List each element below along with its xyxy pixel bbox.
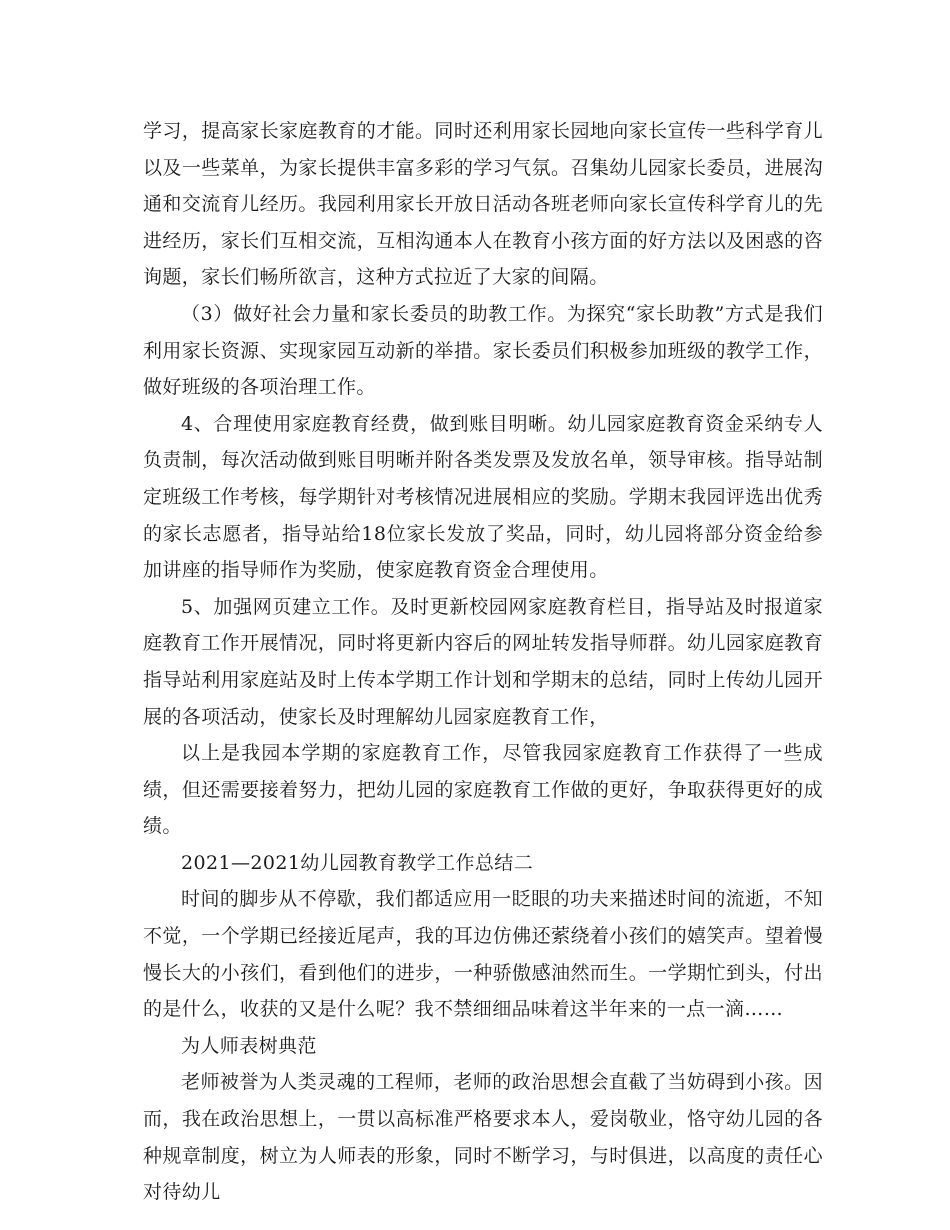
paragraph-political-thought: 老师被誉为人类灵魂的工程师，老师的政治思想会直截了当妨碍到小孩。因而，我在政治思想上，一贯以高标准严格要求本人，爱岗敬业，恪守幼儿园的各种规章制度，树立为人师表的形象，同时不断学习，与时俱进，以高度的责任心对待幼儿 (143, 1071, 823, 1204)
paragraph-webpage-building: 5、加强网页建立工作。及时更新校园网家庭教育栏目，指导站及时报道家庭教育工作开展情况，同时将更新内容后的网址转发指导师群。幼儿园家庭教育指导站利用家庭站及时上传本学期工作计划和学期末的总结，同时上传幼儿园开展的各项活动，使家长及时理解幼儿园家庭教育工作， (143, 595, 823, 728)
paragraph-parent-education-learning: 学习，提高家长家庭教育的才能。同时还利用家长园地向家长宣传一些科学育儿以及一些菜单，为家长提供丰富多彩的学习气氛。召集幼儿园家长委员，进展沟通和交流育儿经历。我园利用家长开放日活动各班老师向家长宣传科学育儿的先进经历，家长们互相交流，互相沟通本人在教育小孩方面的好方法以及困惑的咨询题，家长们畅所欲言，这种方式拉近了大家的间隔。 (143, 120, 823, 289)
document-page (143, 113, 823, 1211)
paragraph-funding-usage: 4、合理使用家庭教育经费，做到账目明晰。幼儿园家庭教育资金采纳专人负责制，每次活动做到账目明晰并附各类发票及发放名单，领导审核。指导站制定班级工作考核，每学期针对考核情况进展相应的奖励。学期末我园评选出优秀的家长志愿者，指导站给18位家长发放了奖品，同时，幼儿园将部分资金给参加讲座的指导师作为奖励，使家庭教育资金合理使用。 (143, 412, 823, 582)
paragraph-semester-conclusion: 以上是我园本学期的家庭教育工作，尽管我园家庭教育工作获得了一些成绩，但还需要接着努力，把幼儿园的家庭教育工作做的更好，争取获得更好的成绩。 (143, 742, 823, 838)
paragraph-volunteer-teaching: （3）做好社会力量和家长委员的助教工作。为探究“家长助教”方式是我们利用家长资源、实现家园互动新的举措。家长委员们积极参加班级的教学工作，做好班级的各项治理工作。 (143, 302, 823, 399)
paragraph-time-passing: 时间的脚步从不停歇，我们都适应用一眨眼的功夫来描述时间的流逝，不知不觉，一个学期已经接近尾声，我的耳边仿佛还萦绕着小孩们的嬉笑声。望着慢慢长大的小孩们，看到他们的进步，一种骄傲感油然而生。一学期忙到头，付出的是什么，收获的又是什么呢？我不禁细细品味着这半年来的一点一滴…… (143, 888, 823, 1021)
section-heading-role-model: 为人师表树典范 (181, 1034, 317, 1057)
section-heading-summary-two: 2021—2021幼儿园教育教学工作总结二 (181, 851, 534, 874)
